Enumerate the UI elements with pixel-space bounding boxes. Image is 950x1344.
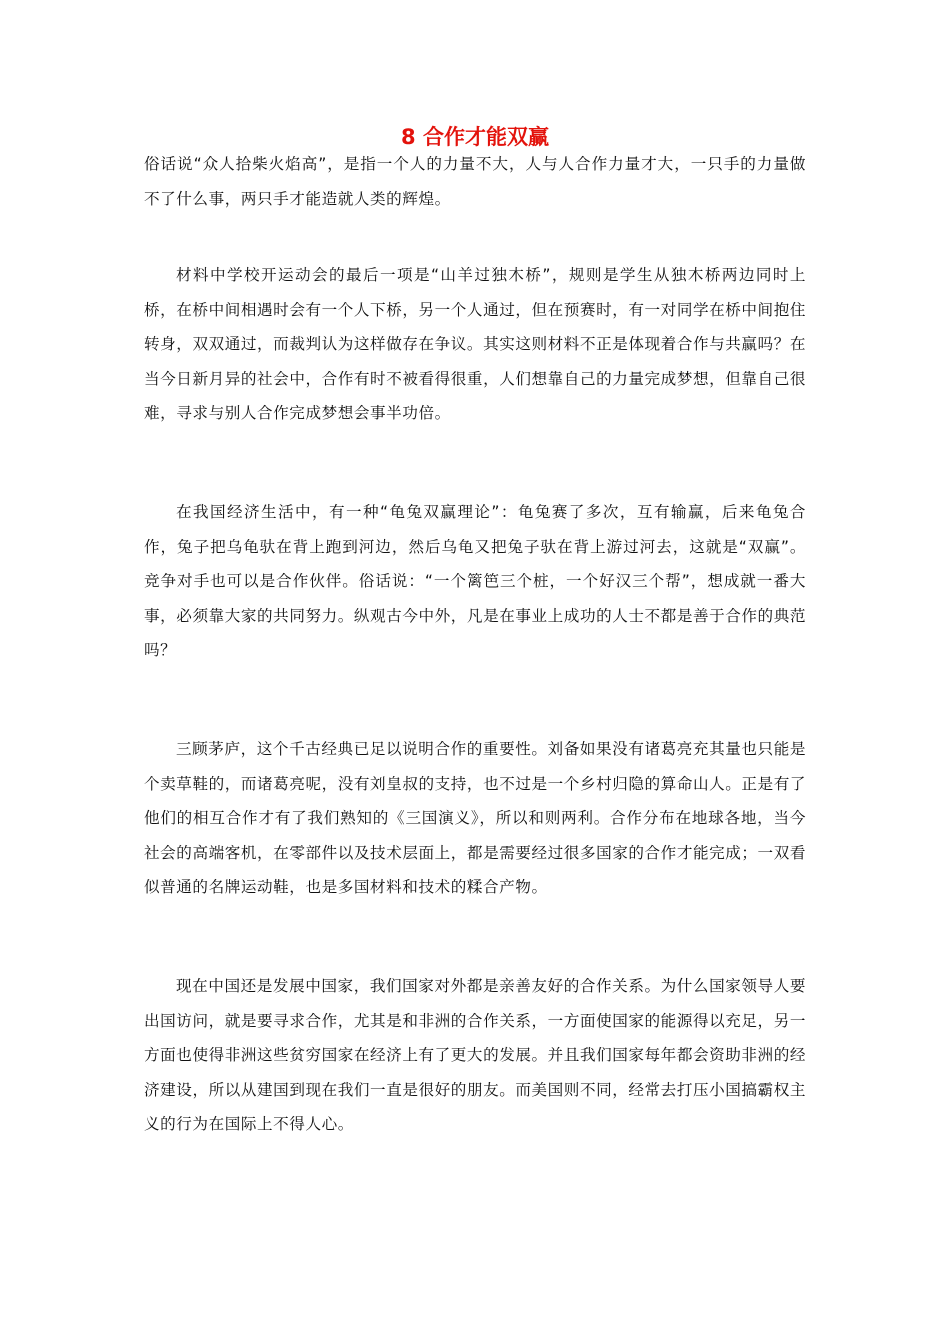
paragraph-intro: 俗话说“众人拾柴火焰高”，是指一个人的力量不大，人与人合作力量才大，一只手的力量做不了什么事，两只手才能造就人类的辉煌。	[144, 155, 806, 208]
document-title: 8 合作才能双赢	[401, 125, 549, 149]
paragraph-material: 材料中学校开运动会的最后一项是“山羊过独木桥”，规则是学生从独木桥两边同时上桥，在桥中间相遇时会有一个人下桥，另一个人通过，但在预赛时，有一对同学在桥中间抱住转身，双双通过，而裁判认为这样做存在争议。其实这则材料不正是体现着合作与共赢吗？在当今日新月异的社会中，合作有时不被看得很重，人们想靠自己的力量完成梦想，但靠自己很难，寻求与别人合作完成梦想会事半功倍。	[144, 266, 806, 422]
paragraph-three-visits: 三顾茅庐，这个千古经典已足以说明合作的重要性。刘备如果没有诸葛亮充其量也只能是个卖草鞋的，而诸葛亮呢，没有刘皇叔的支持，也不过是一个乡村归隐的算命山人。正是有了他们的相互合作才有了我们熟知的《三国演义》，所以和则两利。合作分布在地球各地，当今社会的高端客机，在零部件以及技术层面上，都是需要经过很多国家的合作才能完成；一双看似普通的名牌运动鞋，也是多国材料和技术的糅合产物。	[144, 740, 806, 896]
paragraph-tortoise-hare: 在我国经济生活中，有一种“龟兔双赢理论”：龟兔赛了多次，互有输赢，后来龟兔合作，兔子把乌龟驮在背上跑到河边，然后乌龟又把兔子驮在背上游过河去，这就是“双赢”。竞争对手也可以是合作伙伴。俗话说：“一个篱笆三个桩，一个好汉三个帮”，想成就一番大事，必须靠大家的共同努力。纵观古今中外，凡是在事业上成功的人士不都是善于合作的典范吗？	[144, 503, 806, 659]
paragraph-china-cooperation: 现在中国还是发展中国家，我们国家对外都是亲善友好的合作关系。为什么国家领导人要出国访问，就是要寻求合作，尤其是和非洲的合作关系，一方面使国家的能源得以充足，另一方面也使得非洲这些贫穷国家在经济上有了更大的发展。并且我们国家每年都会资助非洲的经济建设，所以从建国到现在我们一直是很好的朋友。而美国则不同，经常去打压小国搞霸权主义的行为在国际上不得人心。	[144, 977, 806, 1133]
